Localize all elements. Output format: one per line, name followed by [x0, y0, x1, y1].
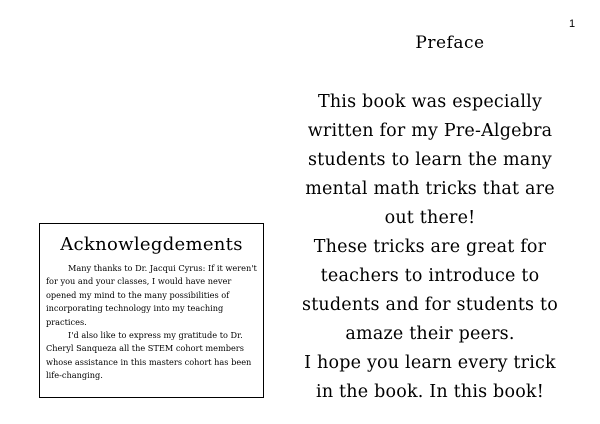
preface-paragraph-2: These tricks are great for teachers to introduce to students and for students to amaze their peers. — [302, 237, 558, 344]
acknowledgements-box — [39, 223, 264, 398]
preface-paragraph-1: This book was especially written for my Pre-Algebra students to learn the many mental math tricks that are out there! — [305, 92, 555, 228]
acknowledgements-paragraph-2: I'd also like to express my gratitude to Dr. Cheryl Sanqueza all the STEM cohort members whose assistance in this masters cohort has been life-changing. — [46, 330, 252, 381]
preface-title: Preface — [415, 33, 485, 53]
preface-paragraph-3: I hope you learn every trick in the book. In this book! — [304, 353, 556, 402]
preface-body — [300, 88, 560, 407]
acknowledgements-body — [46, 262, 257, 383]
page-number: 1 — [569, 18, 576, 30]
acknowledgements-paragraph-1: Many thanks to Dr. Jacqui Cyrus: If it weren't for you and your classes, I would have never opened my mind to the many possibilities of incorporating technology into my teaching practices. — [46, 263, 257, 327]
acknowledgements-title: Acknowlegdements — [60, 234, 243, 255]
